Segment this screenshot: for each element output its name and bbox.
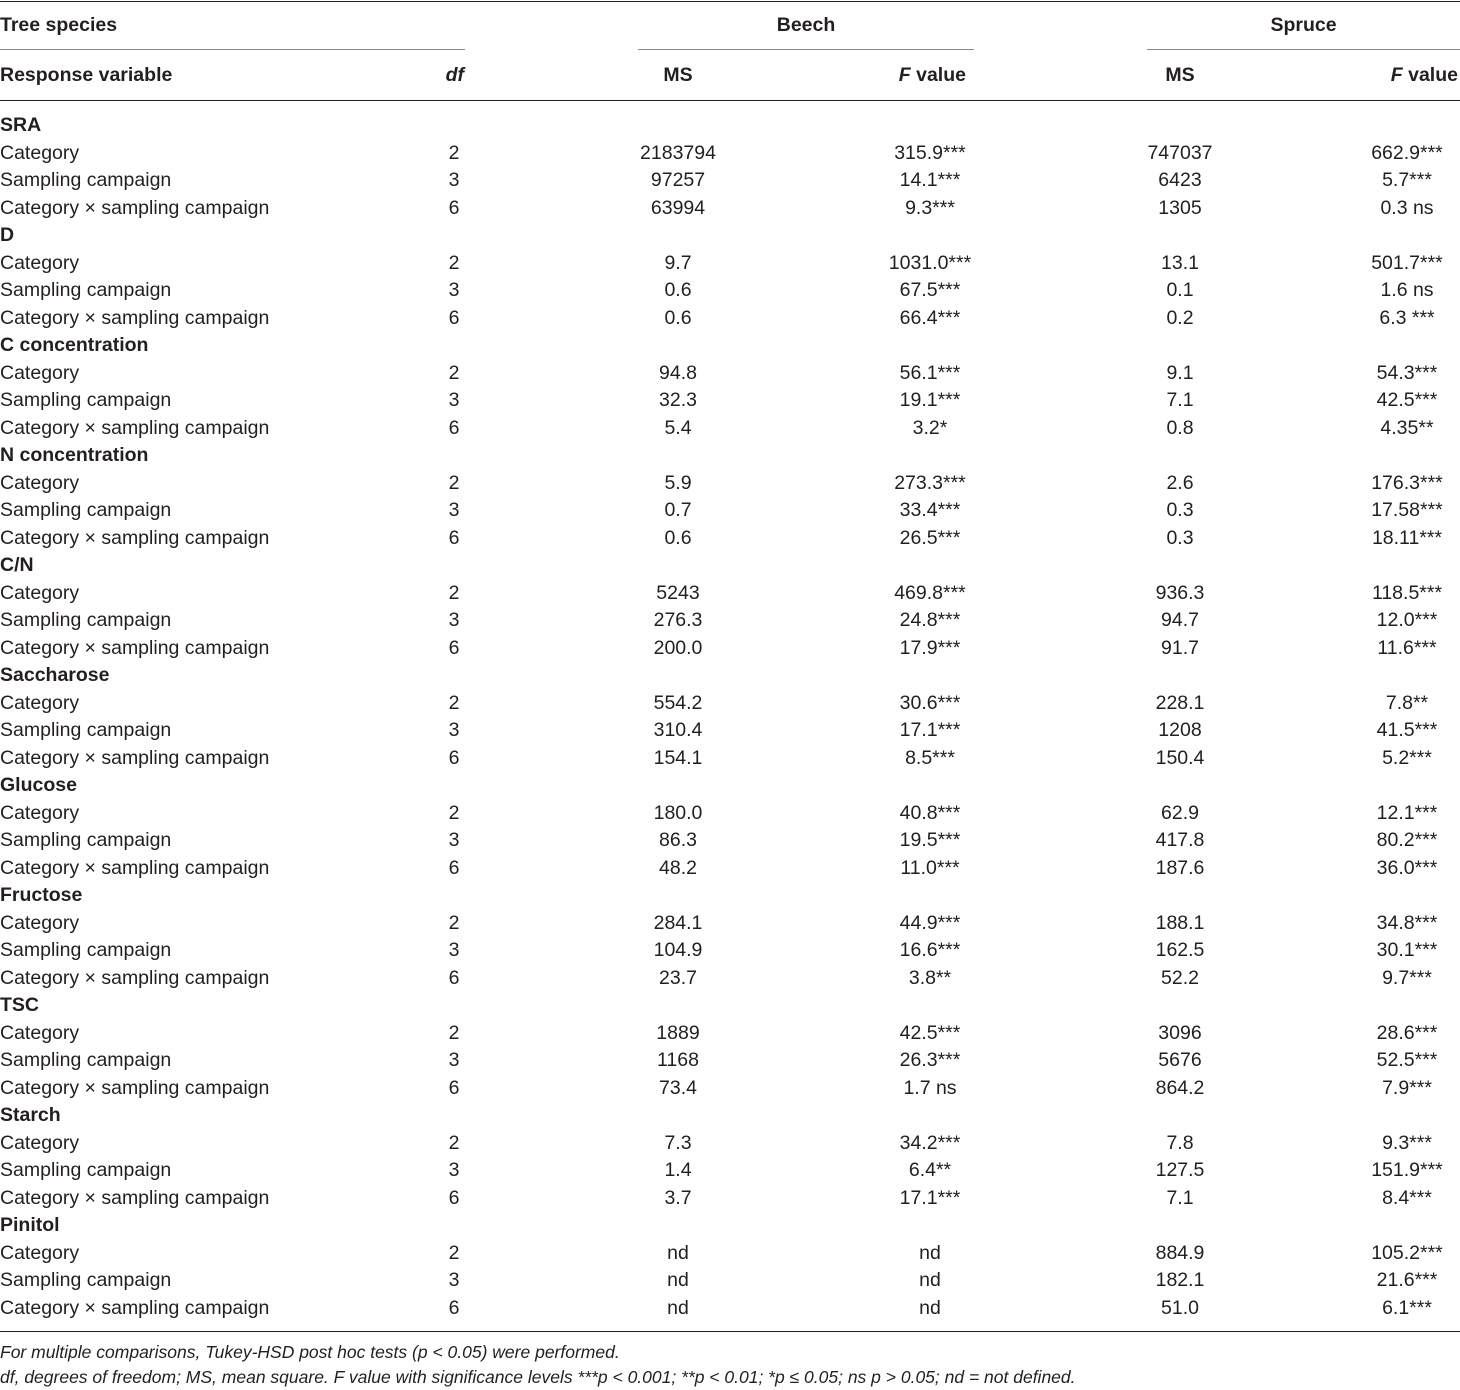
footnote-1: For multiple comparisons, Tukey-HSD post hoc tests (p < 0.05) were performed.: [0, 1342, 620, 1362]
row-beech-f: 3.8**: [908, 966, 952, 989]
row-beech-ms: 86.3: [659, 829, 697, 851]
row-df: 2: [448, 141, 460, 164]
row-df: 3: [448, 829, 460, 851]
row-spruce-f: 52.5***: [1376, 1049, 1438, 1071]
row-beech-ms: 0.7: [664, 499, 692, 521]
header-bottom-rule: [0, 100, 1460, 101]
row-beech-f: 24.8***: [899, 609, 961, 631]
row-df: 2: [448, 691, 460, 714]
row-spruce-f: 12.0***: [1376, 609, 1438, 631]
row-beech-ms: 63994: [650, 196, 706, 219]
row-beech-ms: 310.4: [653, 719, 703, 741]
row-beech-f: 19.1***: [899, 389, 961, 411]
row-spruce-f: 28.6***: [1376, 1021, 1438, 1044]
row-spruce-f: 7.9***: [1382, 1076, 1432, 1099]
row-label: Category × sampling campaign: [0, 966, 270, 989]
row-label: Category: [0, 251, 80, 274]
row-beech-f: 3.2*: [912, 416, 948, 439]
row-spruce-f: 176.3***: [1371, 471, 1443, 494]
row-beech-f: 17.1***: [899, 719, 961, 741]
row-df: 6: [448, 1296, 460, 1319]
row-df: 3: [448, 1049, 460, 1071]
row-spruce-ms: 864.2: [1155, 1076, 1205, 1099]
row-df: 6: [448, 966, 460, 989]
row-spruce-ms: 9.1: [1166, 361, 1194, 384]
row-label: Category: [0, 1021, 80, 1044]
row-beech-ms: 5.9: [664, 471, 692, 494]
row-label: Category: [0, 1241, 80, 1264]
row-spruce-ms: 1208: [1158, 719, 1202, 741]
beech-span-rule: [638, 49, 974, 50]
header-df: [400, 62, 464, 90]
group-heading: Starch: [0, 1104, 61, 1126]
row-spruce-ms: 188.1: [1155, 911, 1205, 934]
row-spruce-f: 11.6***: [1377, 636, 1437, 659]
row-spruce-f: 5.7***: [1382, 169, 1432, 191]
row-df: 6: [448, 306, 460, 329]
header-spruce-ms: MS: [1165, 64, 1195, 86]
row-label: Category × sampling campaign: [0, 746, 270, 769]
row-label: Category × sampling campaign: [0, 196, 270, 219]
row-beech-f: 14.1***: [899, 169, 961, 191]
row-spruce-f: 8.4***: [1382, 1186, 1432, 1209]
row-spruce-ms: 0.8: [1166, 416, 1194, 439]
row-label: Sampling campaign: [0, 939, 172, 961]
row-spruce-f: 36.0***: [1376, 856, 1438, 879]
row-spruce-ms: 162.5: [1155, 939, 1205, 961]
row-df: 6: [448, 416, 460, 439]
group-heading: Fructose: [0, 884, 83, 906]
header-df-text: df: [445, 64, 464, 86]
row-beech-ms: 0.6: [664, 279, 692, 301]
row-beech-f: 40.8***: [899, 801, 961, 824]
row-spruce-ms: 5676: [1158, 1049, 1202, 1071]
row-spruce-ms: 0.2: [1166, 306, 1194, 329]
row-spruce-f: 118.5***: [1371, 581, 1443, 604]
header-beech: Beech: [776, 14, 836, 36]
row-label: Sampling campaign: [0, 169, 172, 191]
row-spruce-f: 12.1***: [1376, 801, 1438, 824]
header-beech-f: F: [898, 64, 911, 86]
row-beech-f: 6.4**: [908, 1159, 952, 1181]
row-spruce-f: 105.2***: [1371, 1241, 1443, 1264]
row-label: Sampling campaign: [0, 499, 172, 521]
row-df: 2: [448, 251, 460, 274]
row-beech-f: 66.4***: [899, 306, 961, 329]
table-top-rule: [0, 1, 1460, 2]
row-beech-ms: nd: [667, 1296, 689, 1319]
footnote-2: df, degrees of freedom; MS, mean square. F value with significance levels ***p < 0.001; **p < 0.01; *p ≤ 0.05; ns p > 0.05; nd = not defined.: [0, 1367, 1076, 1387]
row-spruce-f: 17.58***: [1371, 499, 1443, 521]
row-beech-f: 16.6***: [899, 939, 961, 961]
row-beech-ms: 180.0: [653, 801, 703, 824]
row-label: Category × sampling campaign: [0, 1296, 270, 1319]
row-spruce-ms: 747037: [1147, 141, 1213, 164]
row-beech-ms: 48.2: [659, 856, 697, 879]
row-beech-f: 17.1***: [899, 1186, 961, 1209]
row-spruce-f: 4.35**: [1380, 416, 1434, 439]
table-bottom-rule: [0, 1331, 1460, 1332]
row-spruce-f: 6.3 ***: [1379, 306, 1435, 329]
row-label: Category × sampling campaign: [0, 856, 270, 879]
row-spruce-ms: 228.1: [1155, 691, 1205, 714]
header-beech-value: value: [910, 64, 966, 86]
row-spruce-f: 0.3 ns: [1380, 196, 1434, 219]
group-heading: Saccharose: [0, 664, 110, 686]
row-beech-f: 273.3***: [894, 471, 966, 494]
row-spruce-ms: 7.1: [1166, 1186, 1194, 1209]
group-heading: N concentration: [0, 444, 149, 466]
row-label: Sampling campaign: [0, 719, 172, 741]
row-beech-ms: 554.2: [653, 691, 703, 714]
row-spruce-ms: 62.9: [1161, 801, 1199, 824]
group-heading: Glucose: [0, 774, 77, 796]
row-beech-ms: 2183794: [640, 141, 716, 164]
row-df: 2: [448, 1021, 460, 1044]
row-spruce-ms: 52.2: [1161, 966, 1199, 989]
row-beech-f: 42.5***: [899, 1021, 961, 1044]
row-beech-ms: 284.1: [653, 911, 703, 934]
row-beech-f: 469.8***: [894, 581, 966, 604]
row-beech-f: 26.3***: [899, 1049, 961, 1071]
row-spruce-ms: 0.3: [1166, 526, 1194, 549]
row-beech-f: nd: [919, 1241, 941, 1264]
header-beech-ms: MS: [663, 64, 693, 86]
row-beech-ms: 32.3: [659, 389, 697, 411]
row-label: Category: [0, 801, 80, 824]
row-label: Category × sampling campaign: [0, 636, 270, 659]
row-beech-ms: 276.3: [653, 609, 703, 631]
row-spruce-ms: 94.7: [1161, 609, 1199, 631]
row-spruce-ms: 7.1: [1166, 389, 1194, 411]
row-beech-ms: 200.0: [653, 636, 703, 659]
row-spruce-f: 41.5***: [1376, 719, 1438, 741]
header-spruce-value: value: [1402, 64, 1458, 86]
header-spruce: Spruce: [1270, 14, 1337, 36]
row-beech-f: 26.5***: [899, 526, 961, 549]
header-spruce-f: F: [1390, 64, 1403, 86]
row-df: 2: [448, 471, 460, 494]
row-spruce-ms: 417.8: [1155, 829, 1205, 851]
row-beech-f: nd: [919, 1296, 941, 1319]
row-beech-ms: 97257: [650, 169, 706, 191]
row-beech-ms: nd: [667, 1269, 689, 1291]
row-spruce-ms: 936.3: [1155, 581, 1205, 604]
row-spruce-f: 1.6 ns: [1380, 279, 1434, 301]
row-beech-f: 44.9***: [899, 911, 961, 934]
header-tree-species: Tree species: [0, 14, 118, 36]
row-df: 6: [448, 1186, 460, 1209]
row-beech-ms: 1889: [656, 1021, 700, 1044]
row-spruce-f: 5.2***: [1382, 746, 1432, 769]
row-df: 3: [448, 1159, 460, 1181]
row-beech-ms: 154.1: [653, 746, 703, 769]
row-beech-f: 17.9***: [899, 636, 961, 659]
row-beech-ms: 0.6: [664, 306, 692, 329]
group-heading: Pinitol: [0, 1214, 60, 1236]
row-beech-ms: 104.9: [653, 939, 703, 961]
row-df: 2: [448, 911, 460, 934]
row-beech-f: 34.2***: [899, 1131, 961, 1154]
group-heading: SRA: [0, 114, 42, 136]
row-spruce-f: 662.9***: [1371, 141, 1443, 164]
row-beech-f: 1031.0***: [888, 251, 972, 274]
row-label: Category × sampling campaign: [0, 1076, 270, 1099]
row-label: Category: [0, 1131, 80, 1154]
row-spruce-f: 151.9***: [1371, 1159, 1443, 1181]
group-heading: D: [0, 224, 15, 246]
row-df: 2: [448, 361, 460, 384]
row-beech-f: 33.4***: [899, 499, 961, 521]
row-df: 6: [448, 196, 460, 219]
row-df: 3: [448, 609, 460, 631]
row-df: 2: [448, 581, 460, 604]
row-label: Category: [0, 581, 80, 604]
row-label: Sampling campaign: [0, 1049, 172, 1071]
row-spruce-f: 34.8***: [1376, 911, 1438, 934]
row-spruce-ms: 0.1: [1166, 279, 1194, 301]
row-df: 3: [448, 499, 460, 521]
row-df: 3: [448, 389, 460, 411]
row-spruce-f: 42.5***: [1376, 389, 1438, 411]
row-df: 3: [448, 1269, 460, 1291]
row-spruce-f: 501.7***: [1371, 251, 1443, 274]
row-spruce-f: 9.7***: [1382, 966, 1432, 989]
spruce-span-rule: [1147, 49, 1460, 50]
row-df: 2: [448, 1241, 460, 1264]
group-heading: TSC: [0, 994, 39, 1016]
row-df: 2: [448, 1131, 460, 1154]
row-beech-ms: 1.4: [664, 1159, 692, 1181]
row-spruce-ms: 187.6: [1155, 856, 1205, 879]
row-label: Category: [0, 911, 80, 934]
row-beech-ms: 9.7: [664, 251, 692, 274]
row-beech-f: 8.5***: [905, 746, 955, 769]
row-beech-f: 1.7 ns: [903, 1076, 957, 1099]
row-label: Category: [0, 361, 80, 384]
row-spruce-f: 6.1***: [1382, 1296, 1432, 1319]
row-df: 3: [448, 719, 460, 741]
row-spruce-ms: 1305: [1158, 196, 1202, 219]
row-df: 3: [448, 279, 460, 301]
row-spruce-ms: 91.7: [1161, 636, 1199, 659]
row-df: 2: [448, 801, 460, 824]
row-df: 6: [448, 746, 460, 769]
header-spruce-f-value: [1330, 62, 1458, 90]
row-label: Sampling campaign: [0, 1159, 172, 1181]
group-heading: C concentration: [0, 334, 149, 356]
row-beech-ms: 1168: [657, 1049, 699, 1071]
row-beech-f: 315.9***: [894, 141, 966, 164]
row-beech-ms: nd: [667, 1241, 689, 1264]
row-df: 3: [448, 939, 460, 961]
row-spruce-ms: 7.8: [1166, 1131, 1194, 1154]
row-beech-ms: 5243: [656, 581, 700, 604]
row-label: Category: [0, 471, 80, 494]
row-label: Sampling campaign: [0, 609, 172, 631]
row-spruce-ms: 884.9: [1155, 1241, 1205, 1264]
row-label: Category × sampling campaign: [0, 416, 270, 439]
header-beech-f-value: [840, 62, 966, 90]
row-label: Category × sampling campaign: [0, 526, 270, 549]
row-spruce-ms: 6423: [1158, 169, 1202, 191]
row-label: Category × sampling campaign: [0, 1186, 270, 1209]
row-label: Sampling campaign: [0, 1269, 172, 1291]
row-beech-ms: 5.4: [664, 416, 692, 439]
row-spruce-ms: 182.1: [1155, 1269, 1205, 1291]
row-spruce-ms: 127.5: [1155, 1159, 1205, 1181]
tree-species-rule: [0, 49, 465, 50]
row-spruce-f: 21.6***: [1376, 1269, 1438, 1291]
row-label: Category: [0, 141, 80, 164]
row-df: 6: [448, 856, 460, 879]
row-spruce-ms: 0.3: [1166, 499, 1194, 521]
row-beech-ms: 23.7: [659, 966, 697, 989]
row-spruce-ms: 3096: [1158, 1021, 1202, 1044]
row-spruce-f: 18.11***: [1371, 526, 1443, 549]
row-spruce-f: 54.3***: [1376, 361, 1438, 384]
row-beech-f: nd: [919, 1269, 941, 1291]
row-beech-f: 19.5***: [899, 829, 961, 851]
row-spruce-f: 30.1***: [1376, 939, 1438, 961]
row-label: Sampling campaign: [0, 279, 172, 301]
group-heading: C/N: [0, 554, 34, 576]
row-label: Category: [0, 691, 80, 714]
row-spruce-ms: 150.4: [1155, 746, 1205, 769]
row-beech-ms: 94.8: [659, 361, 697, 384]
row-spruce-ms: 51.0: [1161, 1296, 1199, 1319]
row-spruce-ms: 13.1: [1161, 251, 1199, 274]
row-df: 3: [448, 169, 460, 191]
row-df: 6: [448, 636, 460, 659]
row-beech-ms: 7.3: [664, 1131, 692, 1154]
row-beech-f: 56.1***: [899, 361, 961, 384]
row-df: 6: [448, 526, 460, 549]
row-beech-f: 30.6***: [899, 691, 961, 714]
row-beech-f: 67.5***: [899, 279, 961, 301]
row-spruce-f: 9.3***: [1382, 1131, 1432, 1154]
row-label: Sampling campaign: [0, 389, 172, 411]
row-beech-ms: 73.4: [659, 1076, 697, 1099]
row-label: Sampling campaign: [0, 829, 172, 851]
row-spruce-f: 80.2***: [1376, 829, 1438, 851]
row-df: 6: [448, 1076, 460, 1099]
row-beech-ms: 0.6: [664, 526, 692, 549]
row-spruce-ms: 2.6: [1166, 471, 1194, 494]
row-spruce-f: 7.8**: [1385, 691, 1429, 714]
row-beech-f: 9.3***: [905, 196, 955, 219]
row-label: Category × sampling campaign: [0, 306, 270, 329]
row-beech-ms: 3.7: [664, 1186, 692, 1209]
row-beech-f: 11.0***: [900, 856, 960, 879]
header-response-variable: Response variable: [0, 64, 173, 86]
